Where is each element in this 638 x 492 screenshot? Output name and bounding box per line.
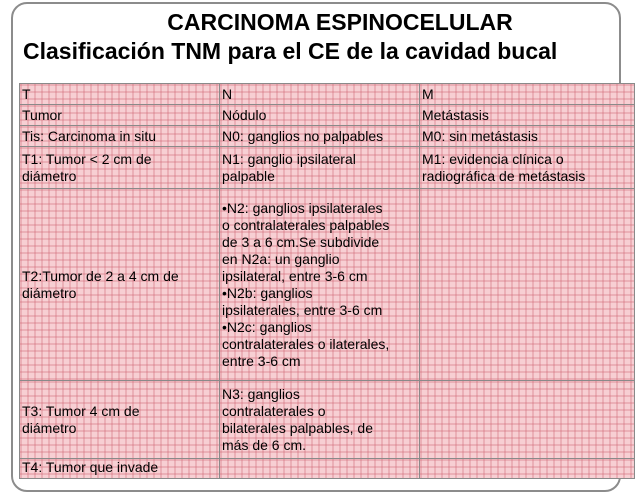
table-cell-m	[420, 381, 635, 459]
table-cell-m	[420, 147, 635, 189]
cell-text-line: diámetro	[22, 167, 77, 184]
table-row	[20, 147, 635, 189]
header-cell-m: M	[420, 84, 635, 105]
slide-title: CARCINOMA ESPINOCELULAR	[167, 9, 513, 35]
cell-text-line: T1: Tumor < 2 cm de	[22, 150, 152, 167]
cell-text-line: radiográfica de metástasis	[422, 167, 586, 184]
cell-text-line: Tis: Carcinoma in situ	[22, 127, 157, 144]
table-cell-m	[420, 189, 635, 381]
table-cell-n	[220, 126, 420, 147]
cell-text-line: ipsilateral, entre 3-6 cm	[222, 267, 368, 284]
table-cell-n	[220, 105, 420, 126]
cell-text-line: Nódulo	[222, 106, 267, 123]
cell-text-line: entre 3-6 cm	[222, 352, 301, 369]
cell-text-line: contralaterales o ilaterales,	[222, 335, 390, 352]
cell-text-line: contralaterales o	[222, 402, 326, 419]
table-cell-m	[420, 459, 635, 479]
table-cell-t	[20, 381, 220, 459]
cell-text-line: diámetro	[22, 284, 77, 301]
cell-text-line: •N2: ganglios ipsilaterales	[222, 199, 383, 216]
table-row	[20, 381, 635, 459]
cell-text-line: de 3 a 6 cm.Se subdivide	[222, 233, 380, 250]
table-cell-n	[220, 147, 420, 189]
table-cell-t	[20, 459, 220, 479]
table-header-row	[20, 84, 635, 105]
cell-text-line: N3: ganglios	[222, 385, 300, 402]
table-row	[20, 126, 635, 147]
cell-text-line: M1: evidencia clínica o	[422, 150, 564, 167]
table-row	[20, 189, 635, 381]
cell-text-line: o contralaterales palpables	[222, 216, 390, 233]
table-cell-t	[20, 189, 220, 381]
cell-text-line: palpable	[222, 167, 275, 184]
table-row	[20, 105, 635, 126]
cell-text-line: ipsilaterales, entre 3-6 cm	[222, 301, 383, 318]
cell-text-line: N1: ganglio ipsilateral	[222, 150, 356, 167]
cell-text-line: Metástasis	[422, 106, 489, 123]
cell-text-line: T4: Tumor que invade	[22, 459, 159, 475]
table-cell-n	[220, 381, 420, 459]
cell-text-line: M0: sin metástasis	[422, 127, 538, 144]
cell-text-line: diámetro	[22, 419, 77, 436]
table-cell-t	[20, 147, 220, 189]
cell-text-line: T2:Tumor de 2 a 4 cm de	[22, 267, 179, 284]
header-cell-t: T	[20, 84, 220, 105]
cell-text-line: T3: Tumor 4 cm de	[22, 402, 140, 419]
table-cell-m	[420, 105, 635, 126]
cell-text-line: Tumor	[22, 106, 62, 123]
table-cell-n	[220, 189, 420, 381]
table-cell-t	[20, 126, 220, 147]
cell-text-line: más de 6 cm.	[222, 436, 307, 453]
cell-text-line: N0: ganglios no palpables	[222, 127, 384, 144]
cell-text-line: en N2a: un ganglio	[222, 250, 340, 267]
tnm-table	[19, 83, 635, 479]
cell-text-line: bilaterales palpables, de	[222, 419, 373, 436]
header-cell-n: N	[220, 84, 420, 105]
table-cell-n	[220, 459, 420, 479]
table-cell-m	[420, 126, 635, 147]
cell-text-line: •N2b: ganglios	[222, 284, 313, 301]
table-cell-t	[20, 105, 220, 126]
slide-subtitle: Clasificación TNM para el CE de la cavidad bucal	[23, 38, 558, 64]
tnm-table-body	[20, 84, 635, 479]
table-row	[20, 459, 635, 479]
cell-text-line: •N2c: ganglios	[222, 318, 312, 335]
